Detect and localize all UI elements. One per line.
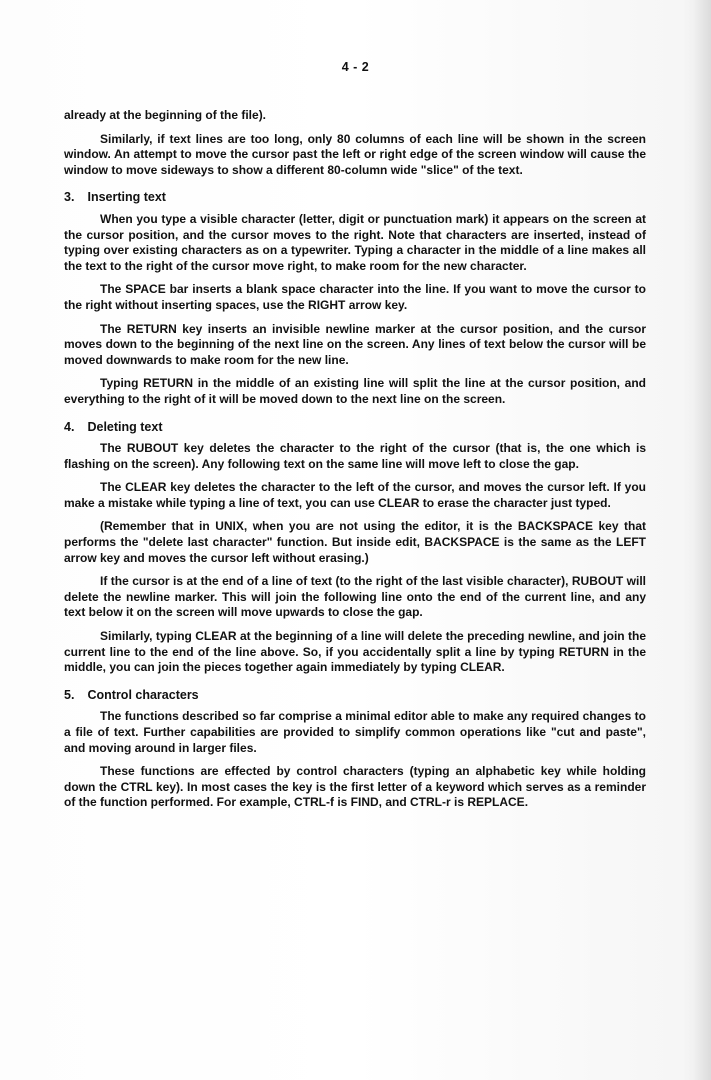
- intro-paragraph: Similarly, if text lines are too long, only 80 columns of each line will be shown in the screen window. An attempt to move the cursor past the left or right edge of the screen window will cause the window to move sideways to show a different 80-column wide "slice" of the text.: [64, 131, 646, 177]
- section-heading-control: [64, 688, 646, 704]
- paragraph: The CLEAR key deletes the character to the left of the cursor, and moves the cursor left. If you make a mistake while typing a line of text, you can use CLEAR to erase the character just typed.: [64, 480, 646, 510]
- paragraph: When you type a visible character (letter, digit or punctuation mark) it appears on the screen at the cursor position, and the cursor moves to the right. Note that characters are inserted, instead of typing over existing characters as on a typewriter. Typing a character in the middle of a line makes all the text to the right of the cursor move right, to make room for the new character.: [64, 211, 646, 273]
- section-heading-inserting: [64, 190, 646, 206]
- paragraph: The RETURN key inserts an invisible newline marker at the cursor position, and the cursor moves down to the beginning of the next line on the screen. Any lines of text below the cursor will be moved downwards to make room for the new line.: [64, 321, 646, 367]
- section-number: 4.: [64, 419, 75, 434]
- section-number: 3.: [64, 190, 75, 205]
- page-number: 4 - 2: [341, 60, 370, 74]
- section-number: 5.: [64, 687, 75, 702]
- section-title: Control characters: [87, 687, 199, 702]
- paragraph: The RUBOUT key deletes the character to the right of the cursor (that is, the one which is flashing on the screen). Any following text on the same line will move left to close the gap.: [64, 441, 646, 471]
- section-heading-deleting: [64, 420, 646, 436]
- paragraph: Similarly, typing CLEAR at the beginning of a line will delete the preceding newline, and join the current line to the end of the line above. So, if you accidentally split a line by typing RETURN in the middle, you can join the pieces together again immediately by typing CLEAR.: [64, 629, 646, 675]
- paragraph: (Remember that in UNIX, when you are not using the editor, it is the BACKSPACE key that performs the "delete last character" function. But inside edit, BACKSPACE is the same as the LEFT arrow key and moves the cursor left without erasing.): [64, 519, 646, 565]
- paragraph: Typing RETURN in the middle of an existing line will split the line at the cursor position, and everything to the right of it will be moved down to the next line on the screen.: [64, 376, 646, 406]
- intro-continuation: already at the beginning of the file).: [64, 108, 267, 122]
- paragraph: These functions are effected by control characters (typing an alphabetic key while holding down the CTRL key). In most cases the key is the first letter of a keyword which serves as a reminder of the function performed. For example, CTRL-f is FIND, and CTRL-r is REPLACE.: [64, 764, 646, 810]
- paragraph: The functions described so far comprise a minimal editor able to make any required changes to a file of text. Further capabilities are provided to simplify common operations like "cut and paste", and moving around in larger files.: [64, 709, 646, 755]
- section-title: Deleting text: [87, 419, 163, 434]
- page-edge-shadow: [693, 0, 711, 1080]
- paragraph: If the cursor is at the end of a line of text (to the right of the last visible character), RUBOUT will delete the newline marker. This will join the following line onto the end of the current line, and any text below it on the screen will move upwards to close the gap.: [64, 574, 646, 620]
- section-title: Inserting text: [87, 190, 166, 205]
- paragraph: The SPACE bar inserts a blank space character into the line. If you want to move the cursor to the right without inserting spaces, use the RIGHT arrow key.: [64, 282, 646, 312]
- page-body: [64, 108, 646, 819]
